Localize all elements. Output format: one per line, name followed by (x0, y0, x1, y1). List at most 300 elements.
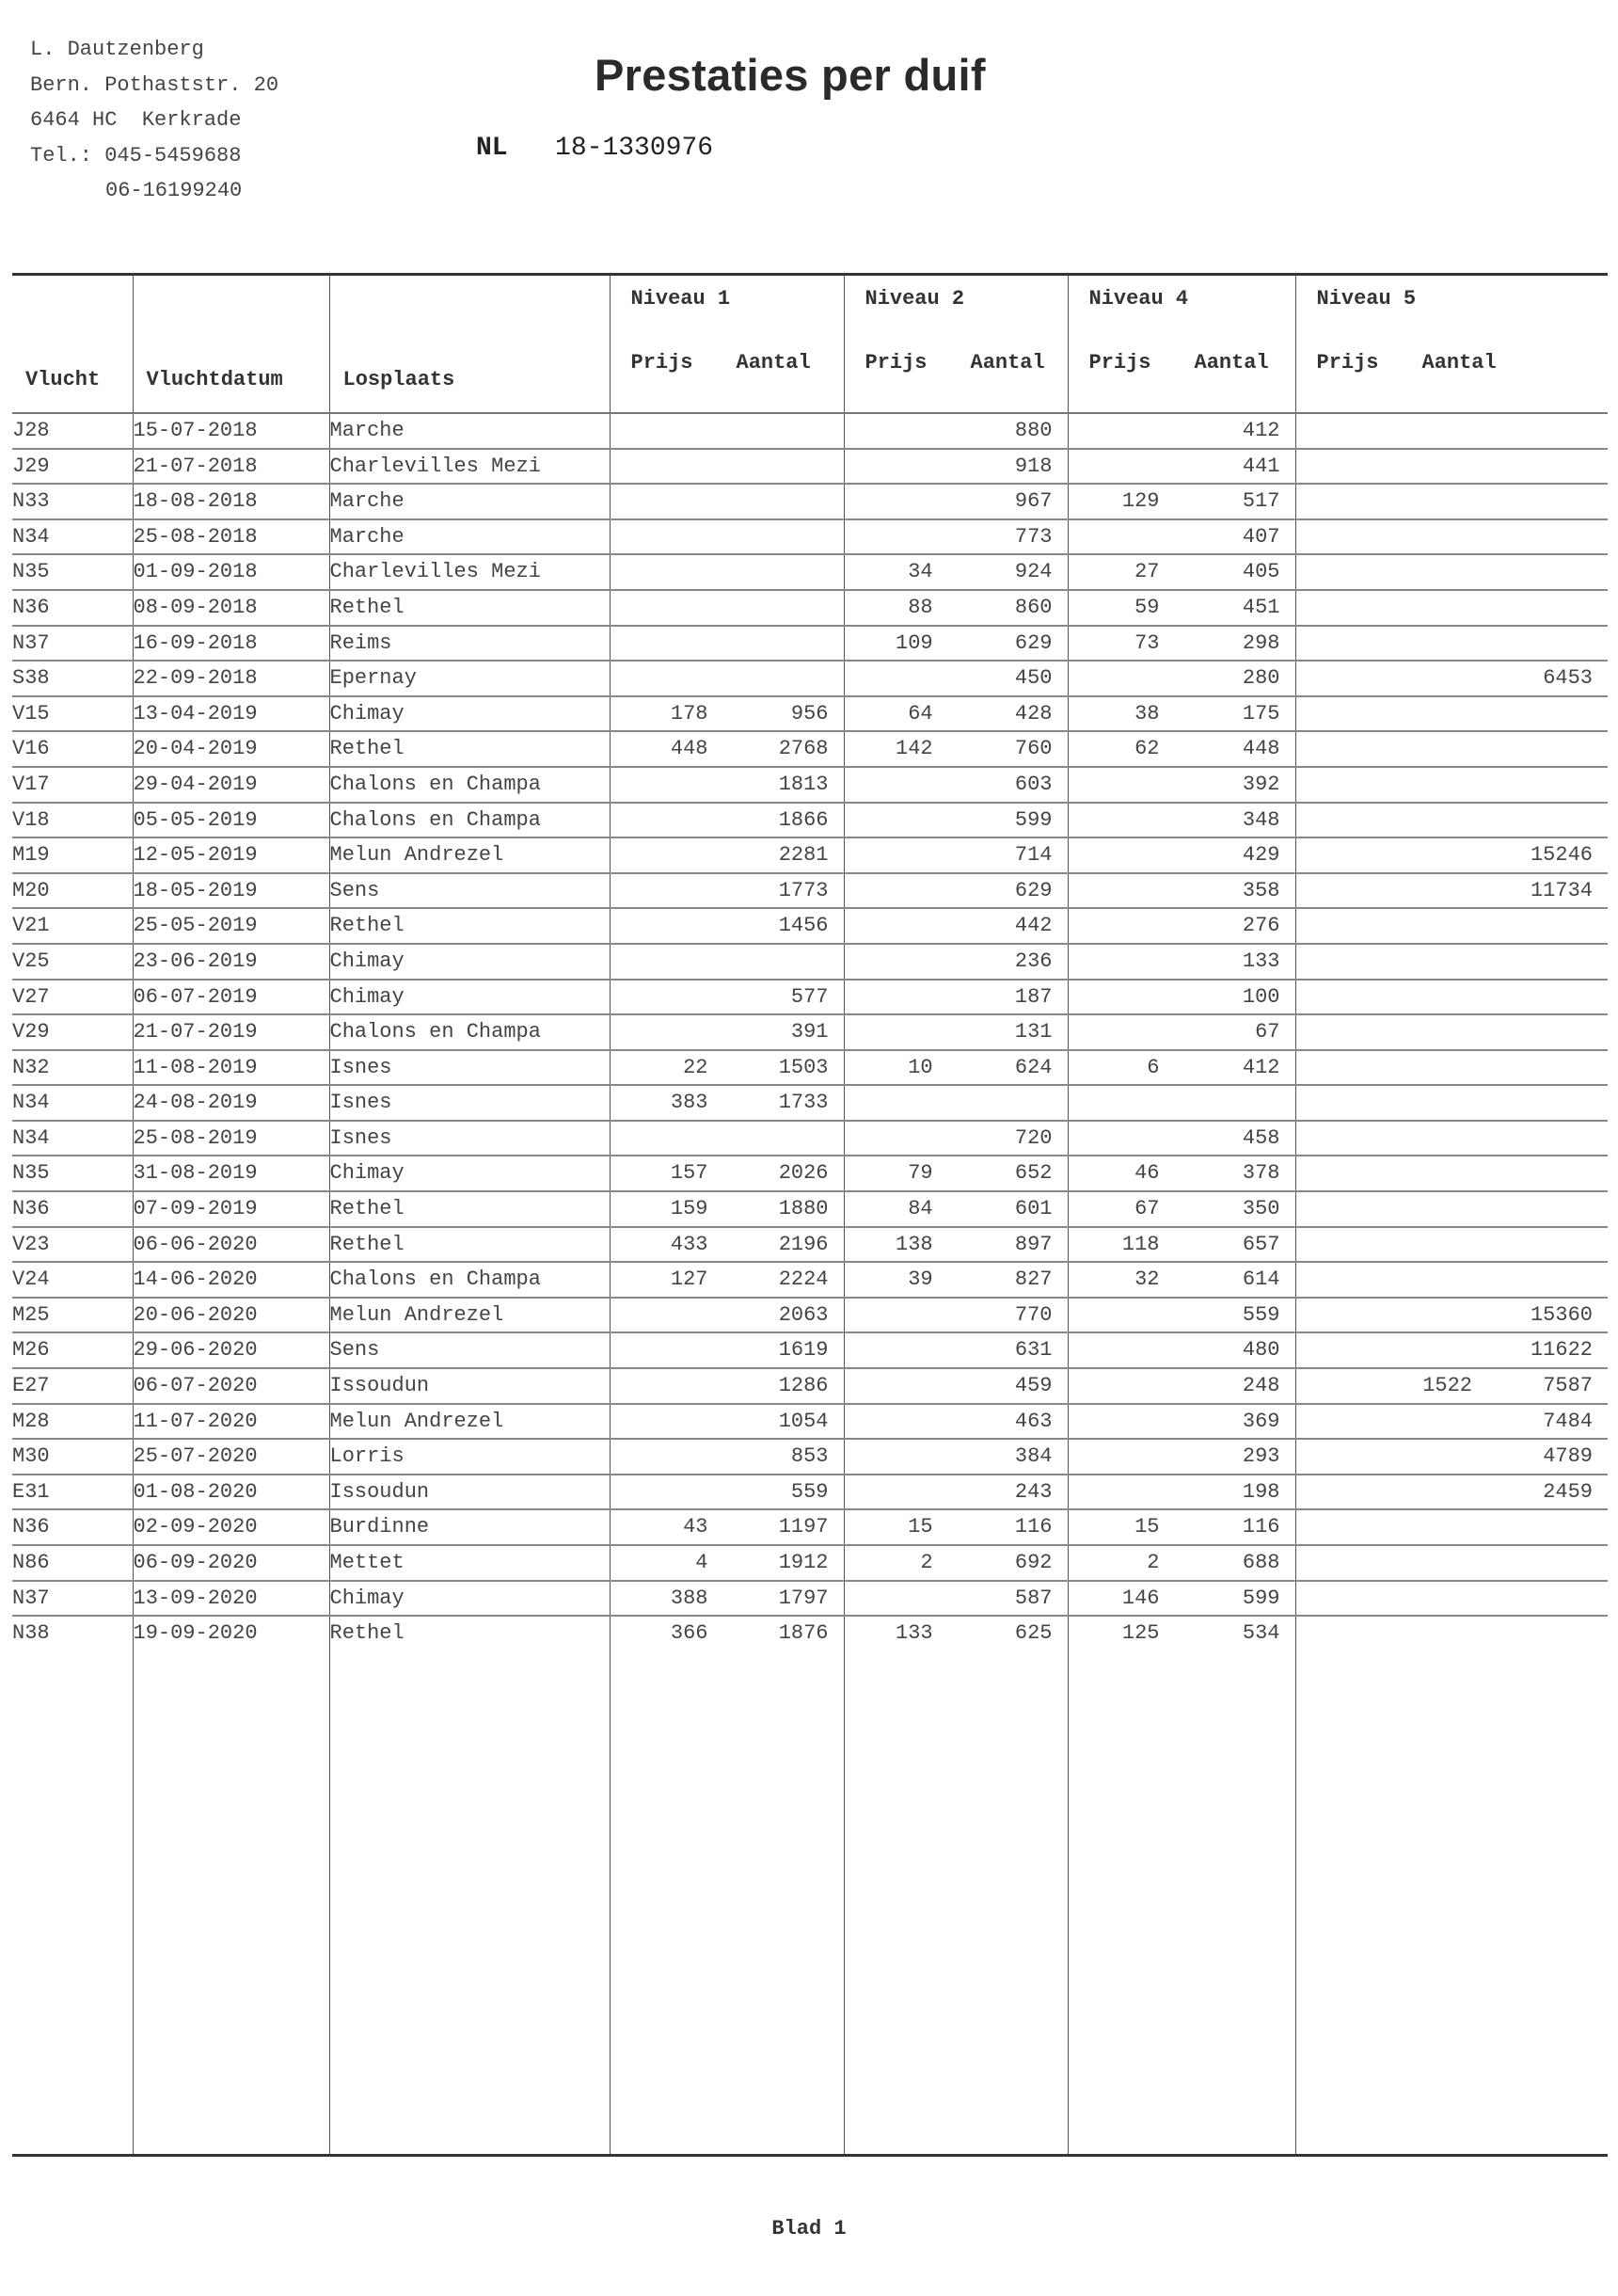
cell-level-4 (1068, 449, 1295, 485)
table-row (12, 449, 1608, 485)
cell-prize (845, 804, 933, 837)
cell-level-1 (610, 413, 844, 449)
cell-count: 428 (1014, 701, 1053, 725)
cell-prize (845, 981, 933, 1014)
cell-release-site: Melun Andrezel (329, 1404, 610, 1440)
cell-prize: 138 (896, 1232, 933, 1256)
cell-release-site: Epernay (329, 661, 610, 696)
cell-count: 442 (1014, 914, 1053, 938)
cell-count: 6453 (1543, 666, 1593, 691)
cell-level-1 (610, 696, 844, 732)
cell-flight: M30 (12, 1439, 133, 1475)
cell-level-4 (1068, 1368, 1295, 1404)
cell-prize (845, 1015, 933, 1049)
cell-level-5 (1295, 803, 1608, 838)
cell-level-4 (1068, 944, 1295, 980)
cell-level-2 (844, 1475, 1068, 1510)
cell-flight: J29 (12, 449, 133, 485)
cell-date: 29-04-2019 (133, 767, 329, 803)
cell-date: 25-08-2018 (133, 519, 329, 555)
cell-level-2 (844, 1191, 1068, 1227)
cell-count: 714 (1014, 843, 1053, 868)
cell-prize (845, 874, 933, 908)
cell-count: 625 (1014, 1621, 1053, 1646)
cell-level-1 (610, 980, 844, 1015)
cell-count: 131 (1014, 1020, 1053, 1044)
cell-level-2 (844, 1227, 1068, 1263)
cell-prize (845, 414, 933, 448)
cell-level-5 (1295, 554, 1608, 590)
table-row (12, 1085, 1608, 1121)
cell-count: 1880 (778, 1197, 829, 1221)
cell-prize (845, 450, 933, 484)
cell-date: 14-06-2020 (133, 1262, 329, 1298)
cell-prize (845, 1333, 933, 1367)
cell-level-1 (610, 1014, 844, 1050)
cell-date: 21-07-2018 (133, 449, 329, 485)
cell-level-5 (1295, 1014, 1608, 1050)
cell-level-5 (1295, 873, 1608, 909)
cell-level-5 (1295, 1616, 1608, 1650)
cell-level-4 (1068, 1085, 1295, 1121)
cell-count: 2026 (778, 1161, 829, 1186)
cell-level-1 (610, 1050, 844, 1086)
cell-level-5 (1295, 484, 1608, 519)
header-prize: Prijs (630, 351, 693, 375)
cell-release-site: Rethel (329, 590, 610, 626)
cell-prize (845, 1299, 933, 1332)
cell-prize (619, 768, 708, 802)
cell-level-1 (610, 1545, 844, 1581)
header-prize: Prijs (865, 351, 928, 375)
group-title: Niveau 5 (1316, 287, 1417, 311)
table-row (12, 1545, 1608, 1581)
cell-count: 1286 (778, 1374, 829, 1398)
cell-count: 412 (1242, 1055, 1280, 1079)
cell-count: 956 (790, 701, 829, 725)
cell-level-1 (610, 908, 844, 944)
cell-count: 1912 (778, 1551, 829, 1574)
cell-level-5 (1295, 1509, 1608, 1545)
cell-level-1 (610, 1227, 844, 1263)
cell-release-site: Chalons en Champa (329, 767, 610, 803)
cell-level-4 (1068, 873, 1295, 909)
cell-count: 770 (1014, 1302, 1053, 1327)
cell-count: 1503 (778, 1055, 829, 1079)
cell-level-1 (610, 1298, 844, 1333)
cell-prize (1071, 414, 1160, 448)
cell-prize (619, 838, 708, 872)
table-row (12, 767, 1608, 803)
cell-count: 924 (1014, 560, 1053, 584)
cell-release-site: Marche (329, 519, 610, 555)
cell-level-5 (1295, 1368, 1608, 1404)
cell-level-4 (1068, 1262, 1295, 1298)
cell-prize: 118 (1121, 1232, 1160, 1256)
cell-release-site: Charlevilles Mezi (329, 554, 610, 590)
cell-flight: V23 (12, 1227, 133, 1263)
cell-count: 293 (1242, 1444, 1280, 1469)
cell-prize: 146 (1121, 1586, 1160, 1610)
cell-release-site: Rethel (329, 1616, 610, 1650)
cell-prize: 59 (1134, 595, 1160, 619)
cell-level-4 (1068, 1014, 1295, 1050)
cell-prize (845, 1582, 933, 1616)
cell-count: 391 (790, 1020, 829, 1044)
table-row (12, 1262, 1608, 1298)
cell-level-5 (1295, 1191, 1608, 1227)
cell-level-5 (1295, 1050, 1608, 1086)
cell-prize (1383, 1405, 1472, 1439)
cell-prize (1383, 662, 1472, 695)
cell-level-2 (844, 1368, 1068, 1404)
cell-count: 448 (1242, 737, 1280, 761)
cell-prize: 34 (908, 560, 933, 584)
cell-release-site: Chalons en Champa (329, 1014, 610, 1050)
table-row (12, 1475, 1608, 1510)
group-title: Niveau 4 (1088, 287, 1189, 311)
cell-level-2 (844, 626, 1068, 662)
cell-date: 18-08-2018 (133, 484, 329, 519)
table-header-row (12, 275, 1608, 414)
cell-date: 13-09-2020 (133, 1581, 329, 1617)
cell-level-4 (1068, 1439, 1295, 1475)
cell-count: 15360 (1530, 1302, 1593, 1327)
cell-level-5 (1295, 944, 1608, 980)
cell-count: 534 (1242, 1621, 1280, 1646)
cell-prize (845, 520, 933, 554)
cell-flight: N32 (12, 1050, 133, 1086)
cell-level-5 (1295, 519, 1608, 555)
table-row (12, 1368, 1608, 1404)
page-number: Blad 1 (771, 2217, 847, 2240)
cell-count: 2281 (778, 843, 829, 868)
cell-prize: 125 (1121, 1621, 1160, 1646)
empty-cell (133, 1650, 329, 2156)
cell-level-1 (610, 1616, 844, 1650)
cell-count: 280 (1242, 666, 1280, 691)
cell-prize (845, 1440, 933, 1474)
cell-prize (1071, 1122, 1160, 1156)
cell-date: 06-07-2020 (133, 1368, 329, 1404)
cell-prize: 22 (683, 1055, 708, 1079)
cell-prize: 39 (908, 1268, 933, 1292)
cell-flight: V15 (12, 696, 133, 732)
cell-count: 559 (790, 1479, 829, 1504)
page-title: Prestaties per duif (595, 50, 986, 100)
table-row (12, 484, 1608, 519)
cell-release-site: Charlevilles Mezi (329, 449, 610, 485)
cell-count: 880 (1014, 419, 1053, 442)
ring-number-line (476, 134, 713, 163)
cell-count: 298 (1242, 630, 1280, 655)
cell-date: 01-08-2020 (133, 1475, 329, 1510)
cell-flight: V25 (12, 944, 133, 980)
cell-count: 450 (1014, 666, 1053, 691)
cell-level-5 (1295, 1545, 1608, 1581)
empty-cell (12, 1650, 133, 2156)
cell-flight: V18 (12, 803, 133, 838)
cell-level-4 (1068, 413, 1295, 449)
cell-flight: N37 (12, 1581, 133, 1617)
cell-count: 601 (1014, 1197, 1053, 1221)
cell-prize (619, 981, 708, 1014)
cell-count: 599 (1242, 1586, 1280, 1610)
table-body (12, 413, 1608, 2155)
cell-prize (619, 909, 708, 943)
cell-level-2 (844, 1262, 1068, 1298)
cell-count: 1773 (778, 878, 829, 902)
table-row (12, 1298, 1608, 1333)
cell-level-5 (1295, 1298, 1608, 1333)
cell-count: 459 (1014, 1374, 1053, 1398)
cell-prize: 88 (908, 595, 933, 619)
cell-flight: M25 (12, 1298, 133, 1333)
cell-prize (1383, 874, 1472, 908)
sender-street: Bern. Pothaststr. 20 (30, 72, 279, 97)
cell-level-4 (1068, 1050, 1295, 1086)
cell-prize (1383, 838, 1472, 872)
table-row (12, 837, 1608, 873)
cell-count: 412 (1242, 419, 1280, 442)
cell-prize (1071, 804, 1160, 837)
table-row (12, 873, 1608, 909)
cell-prize: 388 (670, 1586, 708, 1610)
cell-count: 463 (1014, 1409, 1053, 1433)
ring-number: 18-1330976 (555, 134, 714, 163)
cell-count: 7587 (1543, 1374, 1593, 1398)
cell-prize (619, 1405, 708, 1439)
table-row (12, 626, 1608, 662)
cell-count: 348 (1242, 807, 1280, 832)
cell-prize (845, 1405, 933, 1439)
cell-prize: 2 (1147, 1551, 1160, 1574)
cell-count: 441 (1242, 454, 1280, 478)
table-row (12, 554, 1608, 590)
cell-count: 967 (1014, 489, 1053, 514)
cell-prize (845, 909, 933, 943)
cell-prize (845, 485, 933, 518)
cell-release-site: Rethel (329, 731, 610, 767)
cell-count: 760 (1014, 737, 1053, 761)
table-row (12, 413, 1608, 449)
cell-level-1 (610, 1581, 844, 1617)
cell-level-5 (1295, 1439, 1608, 1475)
cell-count: 407 (1242, 524, 1280, 549)
cell-date: 06-06-2020 (133, 1227, 329, 1263)
cell-flight: M26 (12, 1332, 133, 1368)
cell-level-1 (610, 1475, 844, 1510)
cell-prize (845, 1475, 933, 1509)
cell-prize (1071, 1440, 1160, 1474)
group-title: Niveau 1 (630, 287, 731, 311)
cell-level-5 (1295, 413, 1608, 449)
cell-level-2 (844, 484, 1068, 519)
cell-level-4 (1068, 1191, 1295, 1227)
cell-date: 02-09-2020 (133, 1509, 329, 1545)
cell-prize (1071, 1475, 1160, 1509)
cell-date: 12-05-2019 (133, 837, 329, 873)
cell-level-5 (1295, 908, 1608, 944)
cell-prize (1071, 874, 1160, 908)
cell-count: 587 (1014, 1586, 1053, 1610)
cell-prize (1383, 1440, 1472, 1474)
cell-prize (1071, 450, 1160, 484)
cell-level-2 (844, 1439, 1068, 1475)
cell-count: 1797 (778, 1586, 829, 1610)
cell-count: 133 (1242, 949, 1280, 973)
cell-level-4 (1068, 837, 1295, 873)
cell-level-5 (1295, 1475, 1608, 1510)
header-niveau-5 (1295, 275, 1608, 414)
cell-count: 480 (1242, 1338, 1280, 1363)
cell-flight: V27 (12, 980, 133, 1015)
cell-date: 23-06-2019 (133, 944, 329, 980)
cell-count: 1456 (778, 914, 829, 938)
cell-count: 2768 (778, 737, 829, 761)
header-niveau-2 (844, 275, 1068, 414)
header-release-site: Losplaats (329, 275, 610, 414)
cell-count: 392 (1242, 772, 1280, 796)
cell-release-site: Sens (329, 873, 610, 909)
cell-prize: 178 (670, 701, 708, 725)
cell-level-5 (1295, 626, 1608, 662)
cell-level-2 (844, 661, 1068, 696)
cell-flight: N36 (12, 1191, 133, 1227)
cell-level-5 (1295, 1227, 1608, 1263)
cell-level-4 (1068, 1156, 1295, 1191)
table-row (12, 661, 1608, 696)
cell-level-1 (610, 1439, 844, 1475)
cell-prize (619, 1369, 708, 1403)
header-prize: Prijs (1088, 351, 1151, 375)
cell-level-2 (844, 1050, 1068, 1086)
header-niveau-1 (610, 275, 844, 414)
sender-phone: 045-5459688 (104, 143, 242, 167)
cell-release-site: Reims (329, 626, 610, 662)
cell-level-2 (844, 731, 1068, 767)
cell-level-4 (1068, 1227, 1295, 1263)
table-row (12, 1439, 1608, 1475)
cell-count: 116 (1242, 1515, 1280, 1539)
cell-level-2 (844, 1085, 1068, 1121)
cell-level-1 (610, 590, 844, 626)
cell-date: 06-07-2019 (133, 980, 329, 1015)
cell-release-site: Chimay (329, 696, 610, 732)
cell-release-site: Chalons en Champa (329, 1262, 610, 1298)
cell-count: 631 (1014, 1338, 1053, 1363)
cell-level-1 (610, 837, 844, 873)
cell-prize (619, 1015, 708, 1049)
cell-release-site: Rethel (329, 908, 610, 944)
cell-level-2 (844, 1298, 1068, 1333)
cell-release-site: Marche (329, 484, 610, 519)
sender-mobile: 06-16199240 (105, 179, 243, 202)
cell-level-2 (844, 980, 1068, 1015)
cell-level-4 (1068, 1475, 1295, 1510)
cell-level-4 (1068, 1121, 1295, 1156)
cell-level-2 (844, 1332, 1068, 1368)
cell-count: 629 (1014, 878, 1053, 902)
cell-level-5 (1295, 696, 1608, 732)
cell-flight: E31 (12, 1475, 133, 1510)
cell-release-site: Burdinne (329, 1509, 610, 1545)
cell-count: 7484 (1543, 1409, 1593, 1433)
cell-release-site: Isnes (329, 1121, 610, 1156)
cell-level-2 (844, 590, 1068, 626)
cell-prize (619, 1299, 708, 1332)
cell-prize (1071, 945, 1160, 979)
cell-prize: 15 (1134, 1515, 1160, 1539)
cell-release-site: Isnes (329, 1085, 610, 1121)
cell-level-2 (844, 803, 1068, 838)
cell-prize: 383 (670, 1091, 708, 1115)
cell-level-4 (1068, 484, 1295, 519)
cell-prize (845, 1369, 933, 1403)
header-count: Aantal (1421, 351, 1497, 375)
cell-release-site: Chimay (329, 1581, 610, 1617)
cell-count: 692 (1014, 1551, 1053, 1574)
table-row (12, 803, 1608, 838)
table-row (12, 908, 1608, 944)
cell-count: 198 (1242, 1479, 1280, 1504)
cell-level-4 (1068, 590, 1295, 626)
cell-level-2 (844, 1581, 1068, 1617)
header-count: Aantal (1194, 351, 1269, 375)
header-niveau-4 (1068, 275, 1295, 414)
cell-count: 720 (1014, 1125, 1053, 1150)
cell-count: 4789 (1543, 1444, 1593, 1469)
cell-count: 2196 (778, 1232, 829, 1256)
cell-level-4 (1068, 980, 1295, 1015)
cell-count: 827 (1014, 1268, 1053, 1292)
cell-prize: 4 (695, 1551, 708, 1574)
cell-count: 243 (1014, 1479, 1053, 1504)
cell-count: 369 (1242, 1409, 1280, 1433)
cell-date: 20-04-2019 (133, 731, 329, 767)
table-row (12, 731, 1608, 767)
cell-count: 657 (1242, 1232, 1280, 1256)
cell-level-5 (1295, 1085, 1608, 1121)
cell-level-5 (1295, 837, 1608, 873)
cell-count: 248 (1242, 1374, 1280, 1398)
cell-count: 451 (1242, 595, 1280, 619)
cell-prize: 2 (920, 1551, 933, 1574)
cell-level-2 (844, 837, 1068, 873)
cell-level-2 (844, 767, 1068, 803)
cell-level-2 (844, 1616, 1068, 1650)
group-title: Niveau 2 (865, 287, 965, 311)
cell-count: 175 (1242, 701, 1280, 725)
cell-date: 29-06-2020 (133, 1332, 329, 1368)
cell-level-2 (844, 1014, 1068, 1050)
cell-level-2 (844, 873, 1068, 909)
cell-prize (619, 1475, 708, 1509)
table-row (12, 1014, 1608, 1050)
cell-date: 08-09-2018 (133, 590, 329, 626)
phone-label: Tel.: (30, 143, 93, 167)
cell-level-4 (1068, 1404, 1295, 1440)
cell-count: 276 (1242, 914, 1280, 938)
cell-flight: N34 (12, 1121, 133, 1156)
cell-count: 559 (1242, 1302, 1280, 1327)
cell-count: 358 (1242, 878, 1280, 902)
cell-prize (1071, 768, 1160, 802)
cell-count: 1733 (778, 1091, 829, 1115)
cell-count: 1619 (778, 1338, 829, 1363)
cell-prize: 38 (1134, 701, 1160, 725)
cell-date: 20-06-2020 (133, 1298, 329, 1333)
